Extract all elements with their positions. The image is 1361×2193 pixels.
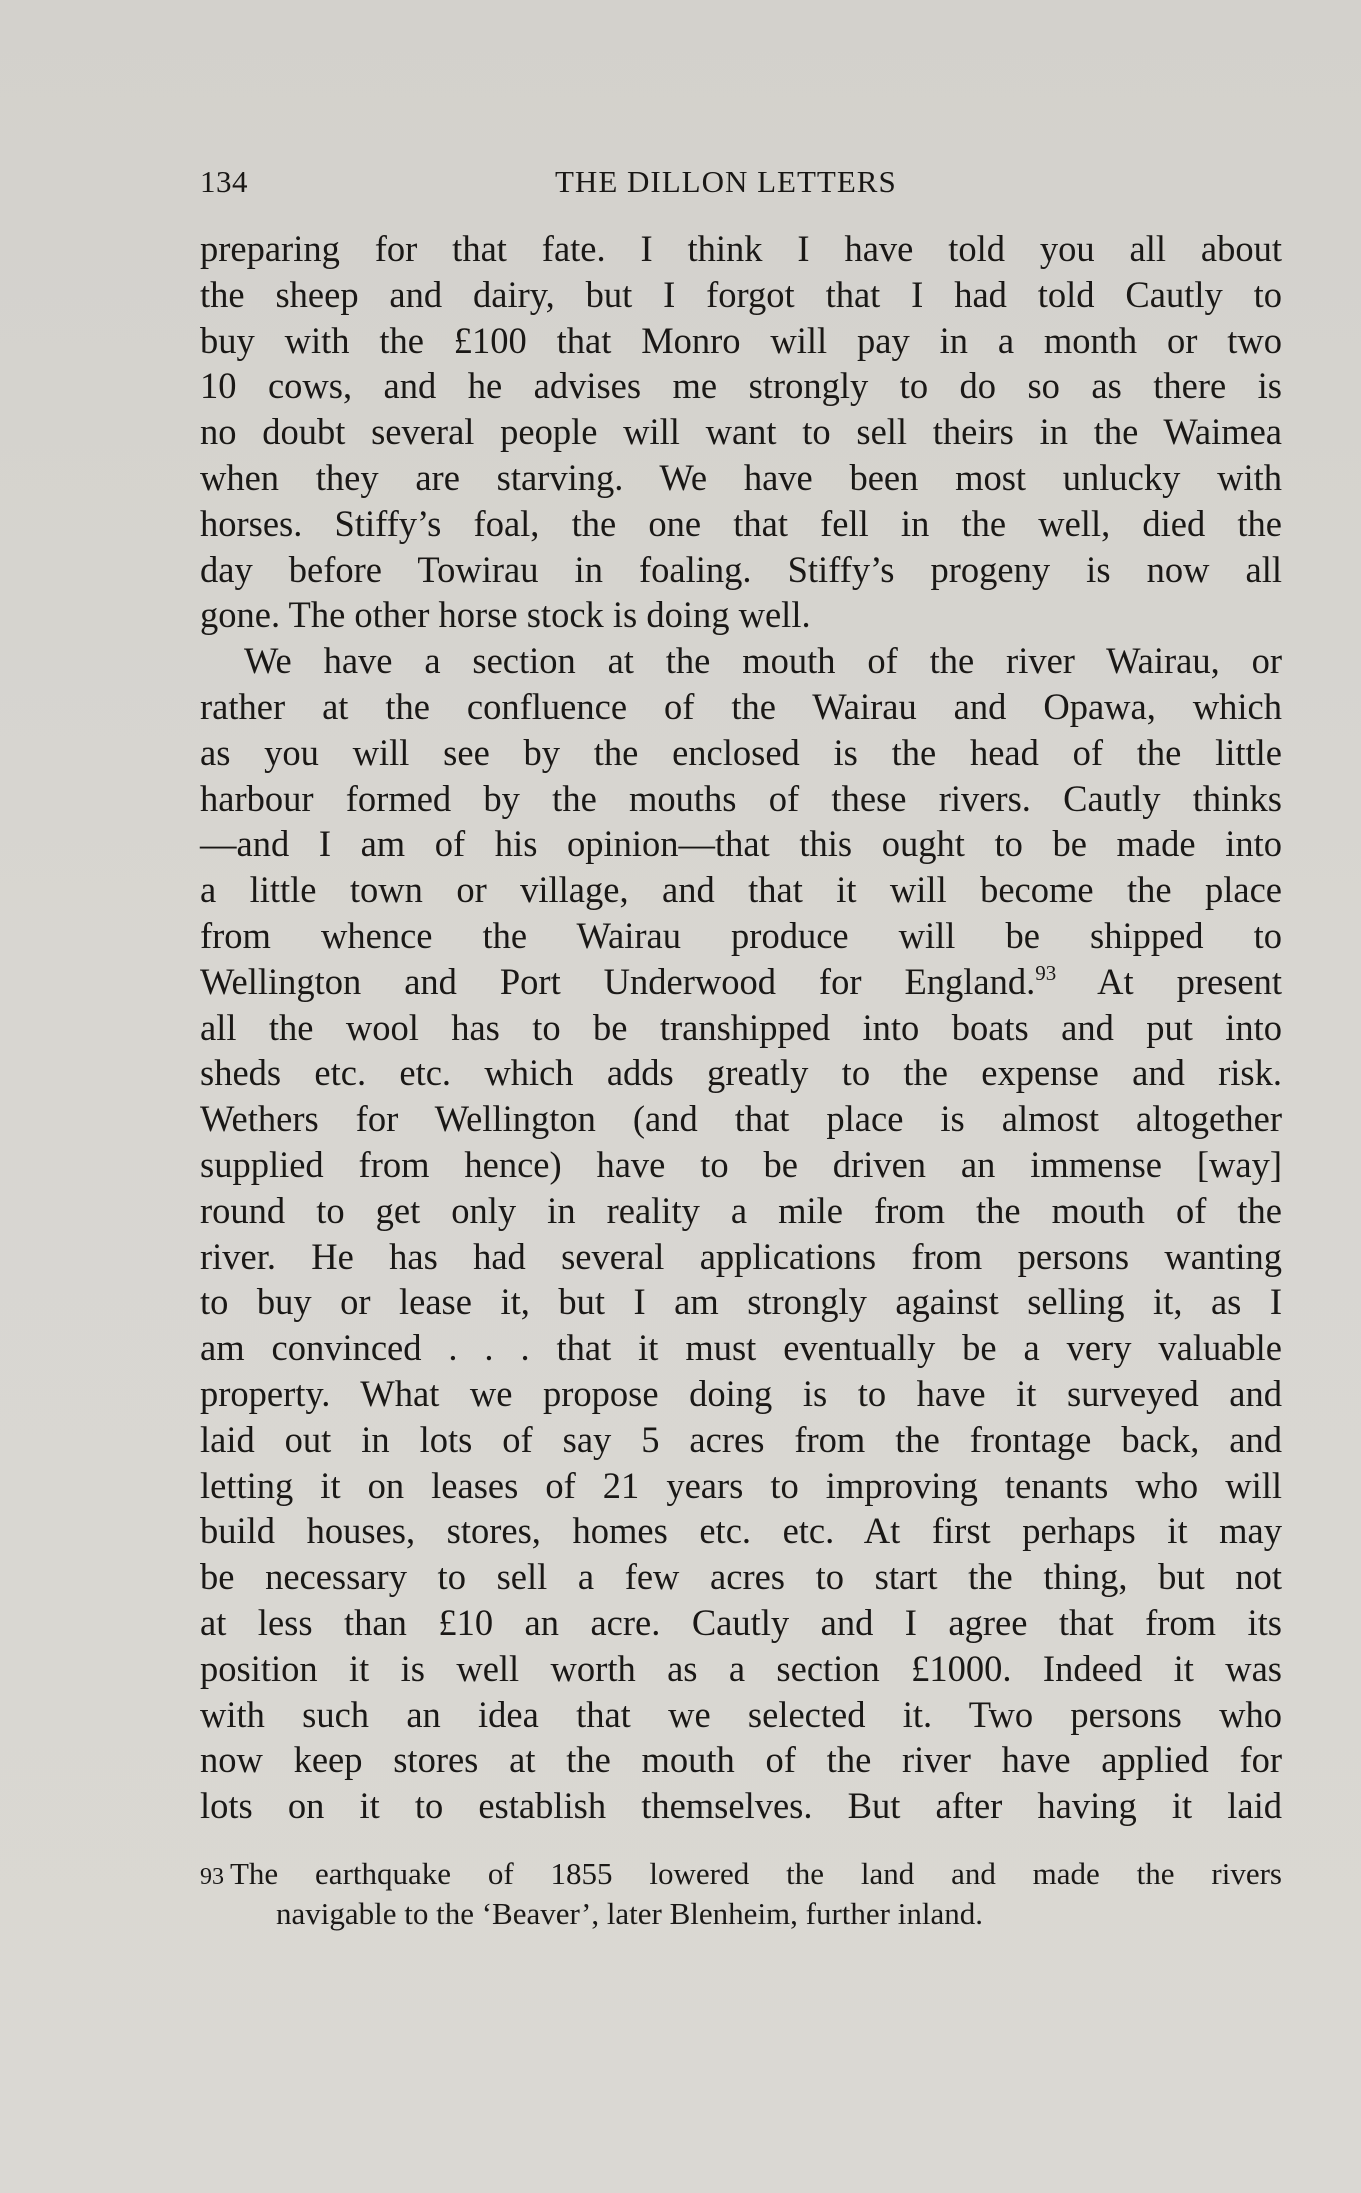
text-line: all the wool has to be transhipped into boats and put into xyxy=(200,1006,1282,1048)
running-head: THE DILLON LETTERS xyxy=(555,164,897,199)
text-line: rather at the confluence of the Wairau and Opawa, which xyxy=(200,685,1282,727)
text-line: position it is well worth as a section £1000. Indeed it was xyxy=(200,1647,1282,1689)
text-line-with-footnote-ref xyxy=(200,959,1282,1005)
text-line: build houses, stores, homes etc. etc. At first perhaps it may xyxy=(200,1510,1282,1552)
text-line: the sheep and dairy, but I forgot that I had told Cautly to xyxy=(200,273,1282,315)
text-line: round to get only in reality a mile from the mouth of the xyxy=(200,1189,1282,1231)
page-header xyxy=(200,164,1282,208)
text-line: when they are starving. We have been most unlucky with xyxy=(200,456,1282,498)
footnote xyxy=(200,1854,1282,1934)
text-line: no doubt several people will want to sell theirs in the Waimea xyxy=(200,411,1282,453)
text-line: horses. Stiffy’s foal, the one that fell in the well, died the xyxy=(200,502,1282,544)
text-line: letting it on leases of 21 years to improving tenants who will xyxy=(200,1464,1282,1506)
text-line: property. What we propose doing is to have it surveyed and xyxy=(200,1372,1282,1414)
footnote-reference: 93 xyxy=(1035,960,1057,985)
text-line: Wethers for Wellington (and that place is almost altogether xyxy=(200,1098,1282,1140)
text-line: gone. The other horse stock is doing well. xyxy=(200,594,811,636)
text-line: preparing for that fate. I think I have told you all about xyxy=(200,228,1282,269)
text-line: lots on it to establish themselves. But after having it laid xyxy=(200,1785,1282,1827)
text-line: at less than £10 an acre. Cautly and I agree that from its xyxy=(200,1601,1282,1643)
text-line: from whence the Wairau produce will be shipped to xyxy=(200,914,1282,956)
text-line: supplied from hence) have to be driven an immense [way] xyxy=(200,1143,1282,1185)
text-line: day before Towirau in foaling. Stiffy’s progeny is now all xyxy=(200,548,1282,590)
text-line: now keep stores at the mouth of the river have applied for xyxy=(200,1739,1282,1781)
text-line: sheds etc. etc. which adds greatly to the expense and risk. xyxy=(200,1052,1282,1094)
text-line: 10 cows, and he advises me strongly to do so as there is xyxy=(200,365,1282,407)
text-line: a little town or village, and that it will become the place xyxy=(200,869,1282,911)
text-line: harbour formed by the mouths of these rivers. Cautly thinks xyxy=(200,777,1282,819)
text-line-start: Wellington and Port Underwood for England. xyxy=(200,960,1036,1002)
text-line: We have a section at the mouth of the river Wairau, or xyxy=(244,640,1282,682)
text-line: with such an idea that we selected it. Two persons who xyxy=(200,1693,1282,1735)
text-line: be necessary to sell a few acres to start the thing, but not xyxy=(200,1556,1282,1598)
page-number: 134 xyxy=(200,164,248,199)
body-text xyxy=(200,226,1282,1829)
text-line: am convinced . . . that it must eventually be a very valuable xyxy=(200,1327,1282,1369)
footnote-line: navigable to the ‘Beaver’, later Blenheim, further inland. xyxy=(276,1896,983,1931)
text-line-end: At present xyxy=(1097,960,1282,1002)
text-line: river. He has had several applications from persons wanting xyxy=(200,1235,1282,1277)
footnote-marker: 93 xyxy=(200,1864,224,1890)
text-line: —and I am of his opinion—that this ought to be made into xyxy=(200,823,1282,865)
footnote-line xyxy=(200,1854,1282,1894)
text-line: laid out in lots of say 5 acres from the frontage back, and xyxy=(200,1418,1282,1460)
text-line: buy with the £100 that Monro will pay in a month or two xyxy=(200,319,1282,361)
text-line: to buy or lease it, but I am strongly against selling it, as I xyxy=(200,1281,1282,1323)
footnote-text: The earthquake of 1855 lowered the land and made the rivers xyxy=(230,1856,1282,1891)
text-line: as you will see by the enclosed is the head of the little xyxy=(200,731,1282,773)
